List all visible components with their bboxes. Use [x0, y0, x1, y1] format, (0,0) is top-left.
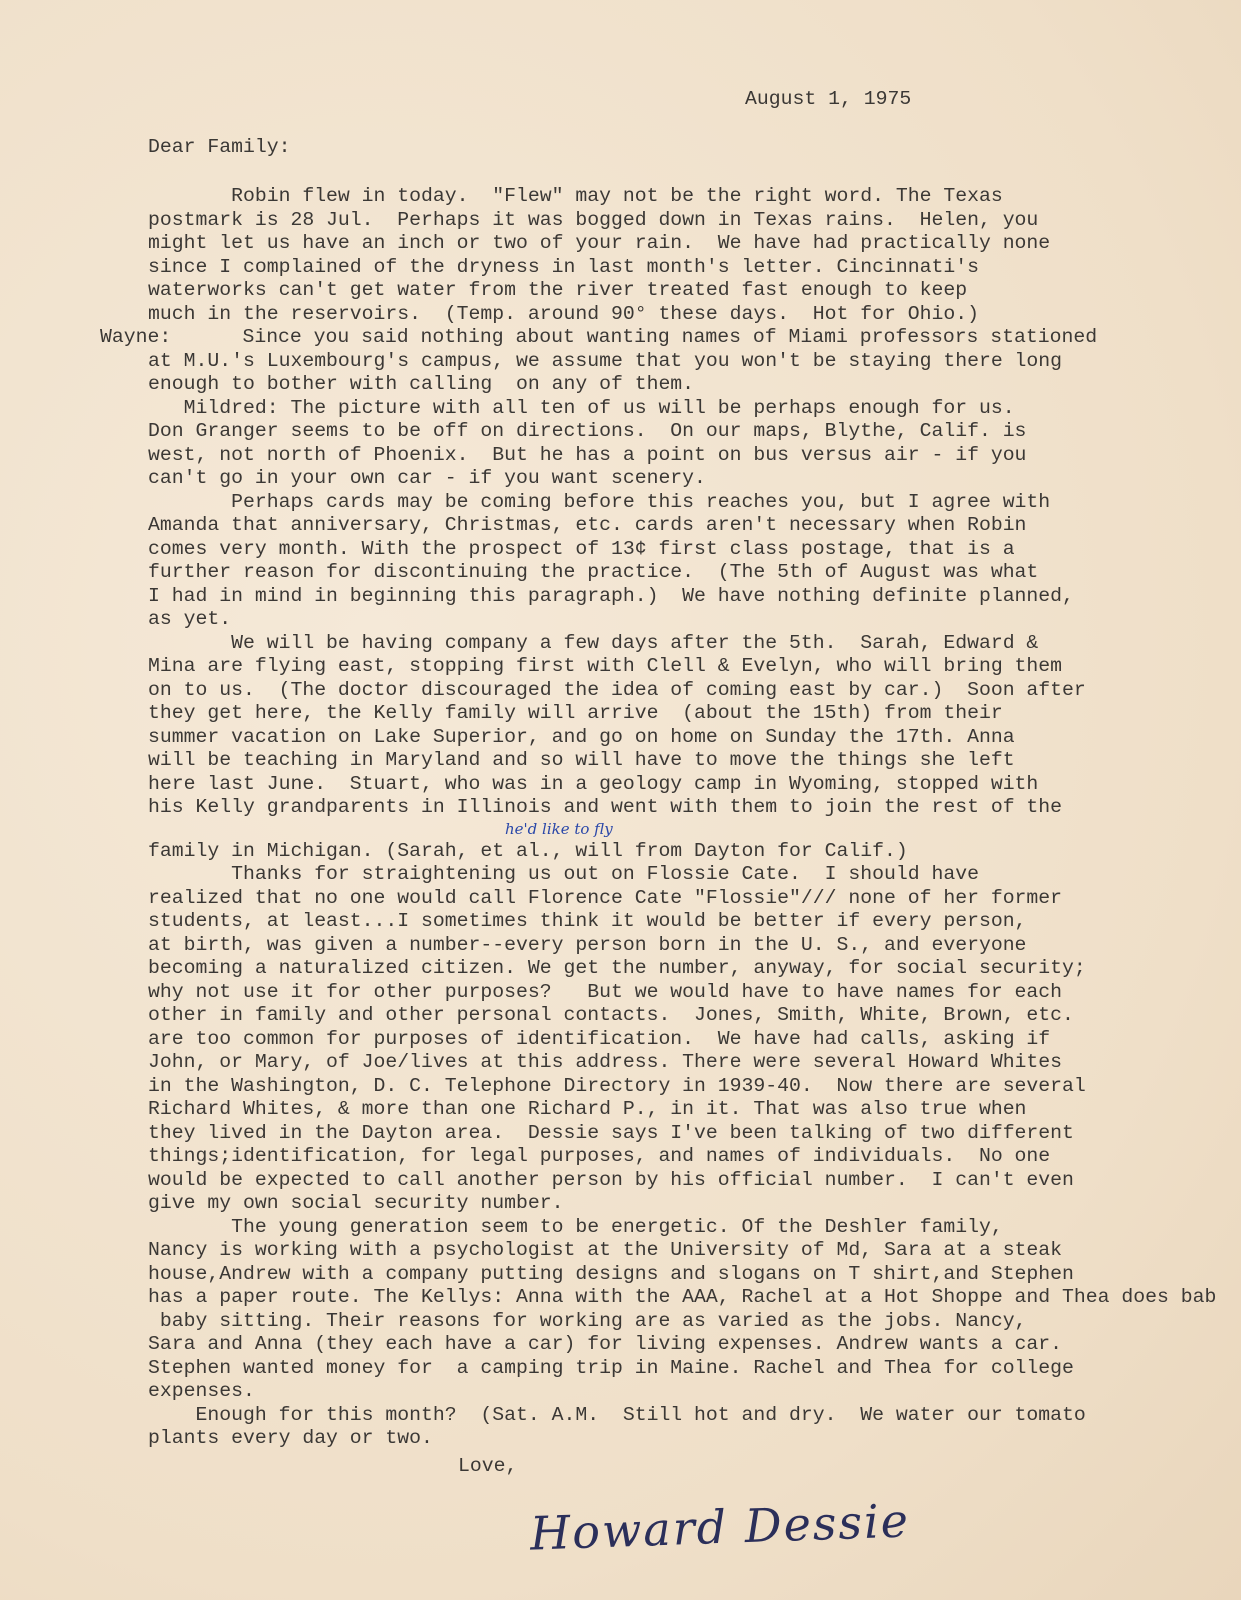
- letter-line: students, at least...I sometimes think it would be better if every person,: [148, 910, 1027, 932]
- letter-line: has a paper route. The Kellys: Anna with the AAA, Rachel at a Hot Shoppe and Thea does bab: [148, 1286, 1217, 1308]
- letter-line: plants every day or two.: [148, 1427, 433, 1449]
- letter-line: at birth, was given a number--every person born in the U. S., and everyone: [148, 933, 1027, 956]
- letter-line: enough to bother with calling on any of them.: [148, 373, 695, 395]
- letter-line: Thanks for straightening us out on Flossie Cate. I should have: [148, 863, 979, 885]
- letter-line: Don Granger seems to be off on directions. On our maps, Blythe, Calif. is: [148, 420, 1027, 442]
- letter-line: give my own social security number.: [148, 1192, 564, 1214]
- letter-line: his Kelly grandparents in Illinois and went with them to join the rest of the: [148, 796, 1063, 818]
- letter-line: Stephen wanted money for a camping trip in Maine. Rachel and Thea for college: [148, 1356, 1074, 1379]
- letter-line: The young generation seem to be energetic. Of the Deshler family,: [148, 1215, 1003, 1238]
- letter-line: Robin flew in today. "Flew" may not be the right word. The Texas: [148, 185, 1003, 207]
- letter-line: here last June. Stuart, who was in a geology camp in Wyoming, stopped with: [148, 772, 1039, 795]
- closing: Love,: [458, 1455, 518, 1477]
- letter-line: can't go in your own car - if you want scenery.: [148, 467, 706, 489]
- letter-line: baby sitting. Their reasons for working are as varied as the jobs. Nancy,: [148, 1309, 1027, 1332]
- letter-body: [100, 185, 1217, 1451]
- letter-line: at M.U.'s Luxembourg's campus, we assume that you won't be staying there long: [148, 349, 1063, 372]
- letter-line: family in Michigan. (Sarah, et al., will from Dayton for Calif.): [148, 839, 908, 862]
- letter-line: realized that no one would call Florence Cate "Flossie"/// none of her former: [148, 886, 1063, 909]
- letter-line: Amanda that anniversary, Christmas, etc. cards aren't necessary when Robin: [148, 514, 1027, 536]
- letter-line: would be expected to call another person by his official number. I can't even: [148, 1168, 1074, 1191]
- salutation: Dear Family:: [148, 136, 291, 158]
- letter-line: Mina are flying east, stopping first with Clell & Evelyn, who will bring them: [148, 655, 1063, 677]
- letter-line: John, or Mary, of Joe/lives at this address. There were several Howard Whites: [148, 1051, 1063, 1073]
- letter-line: they lived in the Dayton area. Dessie says I've been talking of two different: [148, 1121, 1074, 1144]
- signature: Howard Dessie: [529, 1493, 911, 1561]
- letter-line: further reason for discontinuing the practice. (The 5th of August was what: [148, 561, 1039, 583]
- letter-date: August 1, 1975: [745, 88, 912, 110]
- letter-line: Perhaps cards may be coming before this reaches you, but I agree with: [148, 490, 1051, 513]
- letter-line: Enough for this month? (Sat. A.M. Still hot and dry. We water our tomato: [148, 1403, 1086, 1426]
- letter-line: summer vacation on Lake Superior, and go on home on Sunday the 17th. Anna: [148, 725, 1015, 748]
- letter-line: much in the reservoirs. (Temp. around 90° these days. Hot for Ohio.): [148, 302, 979, 325]
- handwritten-annotation: he'd like to fly: [505, 820, 613, 838]
- letter-line: might let us have an inch or two of your rain. We have had practically none: [148, 232, 1051, 254]
- letter-line: as yet.: [148, 608, 232, 630]
- letter-line: they get here, the Kelly family will arrive (about the 15th) from their: [148, 702, 1003, 724]
- letter-line: why not use it for other purposes? But we would have to have names for each: [148, 980, 1063, 1003]
- letter-line: Nancy is working with a psychologist at the University of Md, Sara at a steak: [148, 1239, 1063, 1261]
- letter-line: becoming a naturalized citizen. We get the number, anyway, for social security;: [148, 957, 1086, 979]
- letter-line: Wayne: Since you said nothing about wanting names of Miami professors stationed: [100, 326, 1098, 348]
- letter-line: are too common for purposes of identification. We have had calls, asking if: [148, 1027, 1051, 1050]
- letter-line: Richard Whites, & more than one Richard P., in it. That was also true when: [148, 1098, 1027, 1120]
- letter-line: Mildred: The picture with all ten of us will be perhaps enough for us.: [148, 396, 1015, 419]
- letter-line: in the Washington, D. C. Telephone Directory in 1939-40. Now there are several: [148, 1074, 1086, 1097]
- letter-line: We will be having company a few days after the 5th. Sarah, Edward &: [148, 631, 1039, 654]
- letter-line: other in family and other personal contacts. Jones, Smith, White, Brown, etc.: [148, 1004, 1074, 1026]
- letter-line: since I complained of the dryness in last month's letter. Cincinnati's: [148, 255, 979, 278]
- letter-line: things;identification, for legal purposes, and names of individuals. No one: [148, 1145, 1051, 1167]
- letter-line: Sara and Anna (they each have a car) for living expenses. Andrew wants a car.: [148, 1333, 1063, 1355]
- letter-line: west, not north of Phoenix. But he has a point on bus versus air - if you: [148, 443, 1027, 466]
- letter-line: I had in mind in beginning this paragraph.) We have nothing definite planned,: [148, 584, 1074, 607]
- letter-line: on to us. (The doctor discouraged the idea of coming east by car.) Soon after: [148, 678, 1086, 701]
- letter-line: postmark is 28 Jul. Perhaps it was bogged down in Texas rains. Helen, you: [148, 208, 1039, 231]
- letter-line: will be teaching in Maryland and so will have to move the things she left: [148, 749, 1015, 771]
- letter-line: comes very month. With the prospect of 13¢ first class postage, that is a: [148, 537, 1015, 560]
- letter-line: expenses.: [148, 1380, 255, 1402]
- letter-line: waterworks can't get water from the river treated fast enough to keep: [148, 279, 968, 301]
- letter-line: house,Andrew with a company putting designs and slogans on T shirt,and Stephen: [148, 1262, 1074, 1285]
